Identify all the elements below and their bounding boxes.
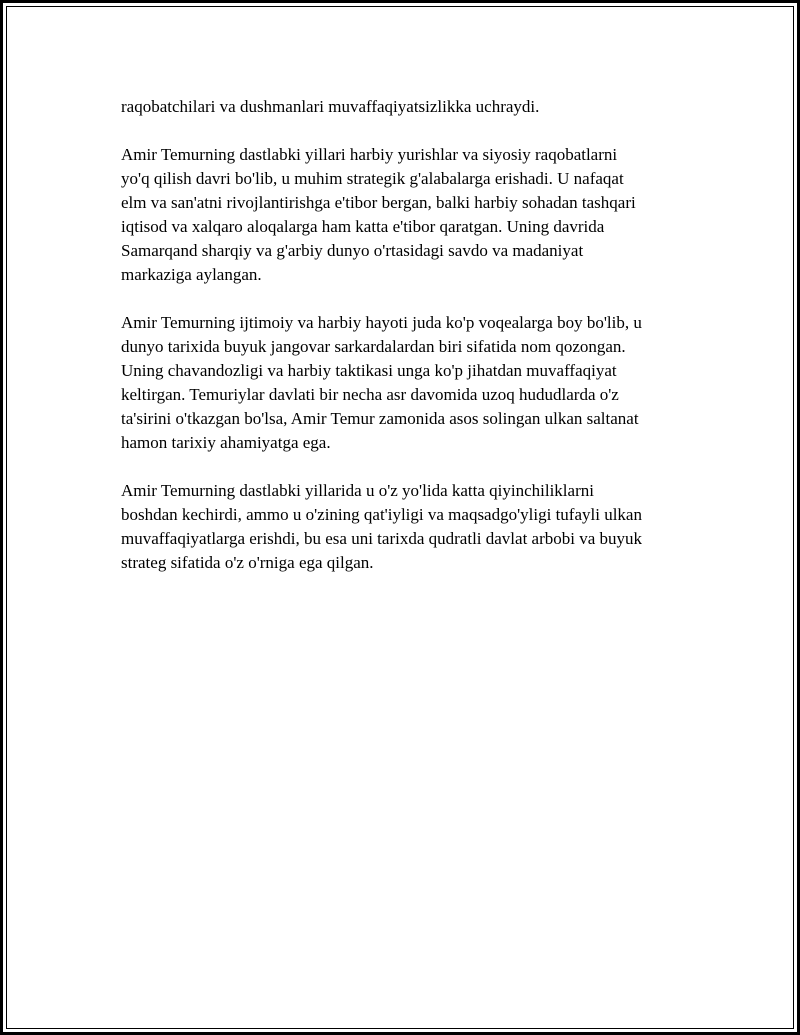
- paragraph-3: Amir Temurning ijtimoiy va harbiy hayoti juda ko'p voqealarga boy bo'lib, u dunyo tarixida buyuk jangovar sarkardalardan biri sifatida nom qozongan. Uning chavandozligi va harbiy taktikasi unga ko'p jihatdan muvaffaqiyat keltirgan. Temuriylar davlati bir necha asr davomida uzoq hududlarda o'z ta'sirini o'tkazgan bo'lsa, Amir Temur zamonida asos solingan ulkan saltanat hamon tarixiy ahamiyatga ega.: [121, 313, 642, 452]
- paragraph-2: Amir Temurning dastlabki yillari harbiy yurishlar va siyosiy raqobatlarni yo'q qilish davri bo'lib, u muhim strategik g'alabalarga erishadi. U nafaqat elm va san'atni rivojlantirishga e'tibor bergan, balki harbiy sohadan tashqari iqtisod va xalqaro aloqalarga ham katta e'tibor qaratgan. Uning davrida Samarqand sharqiy va g'arbiy dunyo o'rtasidagi savdo va madaniyat markaziga aylangan.: [121, 145, 636, 284]
- document-body: [121, 95, 701, 599]
- paragraph-1: raqobatchilari va dushmanlari muvaffaqiyatsizlikka uchraydi.: [121, 97, 540, 116]
- paragraph-4: Amir Temurning dastlabki yillarida u o'z yo'lida katta qiyinchiliklarni boshdan kechirdi, ammo u o'zining qat'iyligi va maqsadgo'yligi tufayli ulkan muvaffaqiyatlarga erishdi, bu esa uni tarixda qudratli davlat arbobi va buyuk strateg sifatida o'z o'rniga ega qilgan.: [121, 481, 643, 572]
